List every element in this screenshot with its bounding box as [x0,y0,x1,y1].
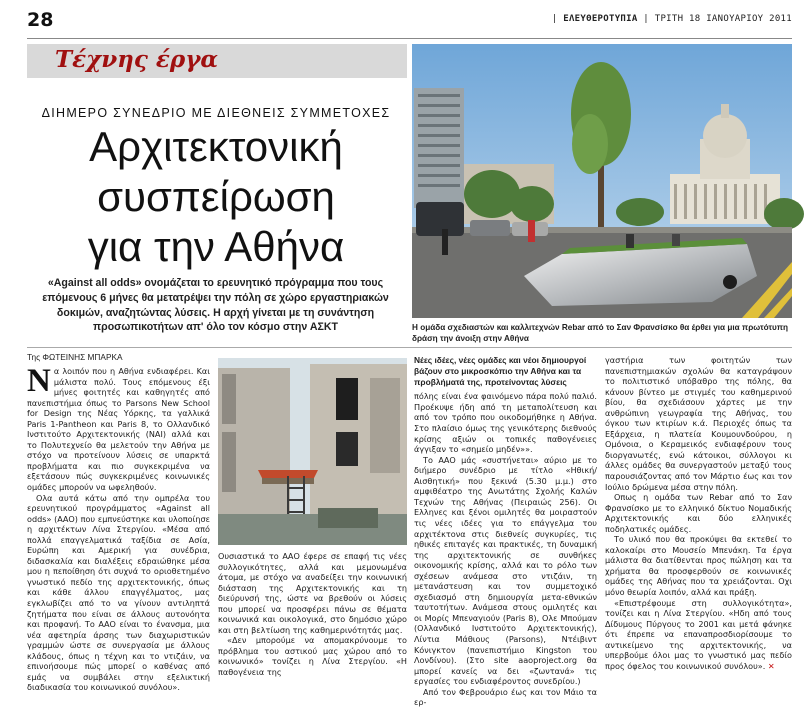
article-headline [27,122,405,272]
second-photo [218,358,407,545]
newspaper-name: ΕΛΕΥΘΕΡΟΤΥΠΙΑ [563,14,638,24]
article-subhead: Νέες ιδέες, νέες ομάδες και νέοι δημιουργοί βάζουν στο μικροσκόπιο την Αθήνα και τα προβλήματά της, προτείνοντας λύσεις [414,355,587,387]
section-title: Τέχνης έργα [55,46,219,73]
top-rule [27,38,792,39]
section-rule [27,347,792,348]
issue-date: ΤΡΙΤΗ 18 ΙΑΝΟΥΑΡΙΟΥ 2011 [654,14,792,24]
body-column-1 [27,363,210,693]
end-mark-icon: ✕ [767,660,775,671]
main-photo-caption: Η ομάδα σχεδιαστών και καλλιτεχνών Rebar από το Σαν Φρανσίσκο θα έρθει για μια πρωτότυπη δράση την άνοιξη στην Αθήνα [412,323,789,343]
body-column-3 [414,355,597,708]
headline-line: Αρχιτεκτονική [89,123,343,170]
section-banner [27,44,407,78]
body-paragraph: Από τον Φεβρουάριο έως και τον Μάιο τα ερ- [414,686,597,708]
article-byline: Της ΦΩΤΕΙΝΗΣ ΜΠΑΡΚΑ [27,352,123,362]
article-deck: «Against all odds» ονομάζεται το ερευνητικό πρόγραμμα που τους επόμενους 6 μήνες θα μετατρέψει την πόλη σε χώρο εργαστηριακών δοκιμών, αναζητώντας λύσεις. Η αρχή γίνεται με τη συνάντηση προσωπικοτήτων απ' όλο τον κόσμο στην ΑΣΚΤ [42,277,389,334]
body-paragraph: Το ΑΑΟ μάς «συστήνεται» αύριο με το διήμερο συνέδριο με τίτλο «Ηθική/Αισθητική» που ξεκινά (5.30 μ.μ.) στο αμφιθέατρο της Ανωτάτης Σχολής Καλών Τεχνών της Αθήνας (Πειραιώς 256). Οι Ελληνες και ξένοι ομιλητές θα μοιραστούν τις νέες ιδέες για το επάγγελμα του αρχιτέκτονα στις διεθνείς συγκυρίες, τις ηθικές επιταγές και πρακτικές, τη δυναμική της αρχιτεκτονικής σε συνθήκες οικονομικής κρίσης, αλλά και το ρόλο των σχέσεων ανάμεσα στο ντιζάιν, τη μετανάστευση και τον συμμετοχικό σχεδιασμό στη δημιουργία μετα-εθνικών ταυτοτήτων. Ανάμεσα στους ομιλητές και οι Μορίς Μπεναγιούν (Paris 8), Ολε Μπούμαν (Ολλανδικό Ινστιτούτο Αρχιτεκτονικής), Λίντια Μάθιους (Parsons), Ντέιβιντ Κόνιγκτον (πανεπιστήμιο Kingston του Λονδίνου). (Στο site aaoproject.org θα μπορεί κανείς να δει «ζωντανά» τις εργασίες του ενδιαφέροντος συνεδρίου.) [414,454,597,687]
body-paragraph: Ολα αυτά κάτω από την ομπρέλα του ερευνητικού προγράμματος «Against all odds» (ΑΑΟ) που εμπνεύστηκε και υλοποίησε η αρχιτέκτων Λίνα Στεργίου. «Μέσα από πολλά επαγγελματικά ταξίδια σε Ασία, Ευρώπη και Αμερική για συνέδρια, διδασκαλία και διαλέξεις εδραιώθηκε μέσα μου η πεποίθηση ότι συχνά το οριοθετημένο γνωστικό πεδίο της αρχιτεκτονικής, όπως και κάθε άλλου επαγγέλματος, μας εγκλωβίζει από το να γίνουν αντιληπτά ζητήματα που είναι σε άλλους αυτονόητα και προφανή. Το ΑΑΟ είναι το ένανσμα, μια νέα αφετηρία άρσης των διαχωριστικών γραμμών ώστε σε συνεργασία με άλλους κλάδους, όπως η τέχνη και το ντιζάιν, να επινοήσουμε πώς μπορεί ο καθένας από εμάς να συμβάλει στην εξελικτική διαδικασία του κοινωνικού συνόλου». [27,492,210,693]
drop-cap: Ν [27,363,51,399]
headline-line: συσπείρωση [97,173,335,220]
body-paragraph: «Δεν μπορούμε να απομακρύνουμε το πρόβλημα του αστικού μας χώρου από το κοινωνικό» τονίζει η Λίνα Στεργίου. «Η παθογένεια της [218,635,407,678]
main-photo-illustration [412,44,792,318]
body-column-4 [605,355,792,682]
main-photo [412,44,792,318]
body-paragraph: Να λοιπόν που η Αθήνα ενδιαφέρει. Και μάλιστα πολύ. Τους επόμενους έξι μήνες φοιτητές και καθηγητές από πανεπιστήμια όπως το Parsons New School for Design της Νέας Υόρκης, τα γαλλικά Paris 1-Pantheon και Paris 8, το Ολλανδικό Ινστιτούτο Αρχιτεκτονικής (NAI) αλλά και το Πολυτεχνείο θα μελετούν την Αθήνα με στόχο να προτείνουν λύσεις σε υπαρκτά προβλήματα και πιο συγκεκριμένα να εξετάσουν πώς συγκεκριμένες κοινωνικές ομάδες μπορούν να ωφεληθούν. [27,363,210,493]
body-column-2 [218,551,407,682]
body-paragraph: Ουσιαστικά το ΑΑΟ έφερε σε επαφή τις νέες συλλογικότητες, αλλά και μεμονωμένα άτομα, με στόχο να αναδείξει την κοινωνική διάσταση της Αρχιτεκτονικής και τη διεύρυνσή της, ώστε να βρεθούν οι λύσεις που μπορεί να προσφέρει πάνω σε θέματα κοινωνικά και οικολογικά, στο δημόσιο χώρο και στη βελτίωση της καθημερινότητάς μας. [218,551,407,635]
body-paragraph: Οπως η ομάδα των Rebar από το Σαν Φρανσίσκο με το ελληνικό δίκτυο Νομαδικής Αρχιτεκτονικής και δύο ελληνικές ποδηλατικές ομάδες. [605,492,792,534]
second-photo-illustration [218,358,407,545]
body-paragraph: Το υλικό που θα προκύψει θα εκτεθεί το καλοκαίρι στο Μουσείο Μπενάκη. Τα έργα μάλιστα θα διατίθενται προς πώληση και τα χρήματα θα προσφερθούν σε κοινωνικές ομάδες της Αθήνας που τα χρειάζονται. Οχι μόνο θεωρία λοιπόν, αλλά και πράξη. [605,534,792,598]
article-kicker: ΔΙΗΜΕΡΟ ΣΥΝΕΔΡΙΟ ΜΕ ΔΙΕΘΝΕΙΣ ΣΥΜΜΕΤΟΧΕΣ [41,106,391,120]
body-paragraph: πόλης είναι ένα φαινόμενο πάρα πολύ παλιό. Προέκυψε ήδη από τη μεταπολίτευση και από τον τρόπο που οικοδομήθηκε η Αθήνα. Στο πλαίσιο όμως της γενικότερης διεθνούς κρίσης αξιών οι τοπικές παθογένειες άγγιξαν το «σημείο μηδέν»». [414,391,597,455]
body-paragraph: γαστήρια των φοιτητών των πανεπιστημιακών σχολών θα καταγράψουν το πολιτιστικό υπόβαθρο της πόλης, θα κάνουν βίντεο με στιγμές του καθημερινού βίου, θα σχεδιάσουν χάρτες με την ανθρώπινη γεωγραφία της Αθήνας, του όγκου των κτιρίων κ.ά. Περιοχές όπως τα Εξάρχεια, η πλατεία Κουμουνδούρου, η Ομόνοια, ο Κεραμεικός ενδιαφέρουν τους διοργανωτές, ενώ κάτοικοι, σύλλογοι κι άλλες ομάδες θα συνεργαστούν μεταξύ τους παρουσιάζοντας από τον Μάρτιο έως και τον Ιούλιο δρώμενα μέσα στην πόλη. [605,355,792,492]
page-number: 28 [27,9,54,31]
headline-line: για την Αθήνα [87,223,345,270]
body-paragraph: «Επιστρέφουμε στη συλλογικότητα», τονίζει και η Λίνα Στεργίου. «Ηδη από τους Δίδυμους Πύργους το 2001 και μετά φάνηκε ότι έπρεπε να επαναπροσδιορίσουμε το αντικείμενο της αρχιτεκτονικής, να υπερβούμε όλοι μας το γνωστικό μας πεδίο προς όφελος του κοινωνικού συνόλου». ✕ [605,597,792,671]
masthead-info: | ΕΛΕΥΘΕΡΟΤΥΠΙΑ | ΤΡΙΤΗ 18 ΙΑΝΟΥΑΡΙΟΥ 2011 [551,14,792,24]
